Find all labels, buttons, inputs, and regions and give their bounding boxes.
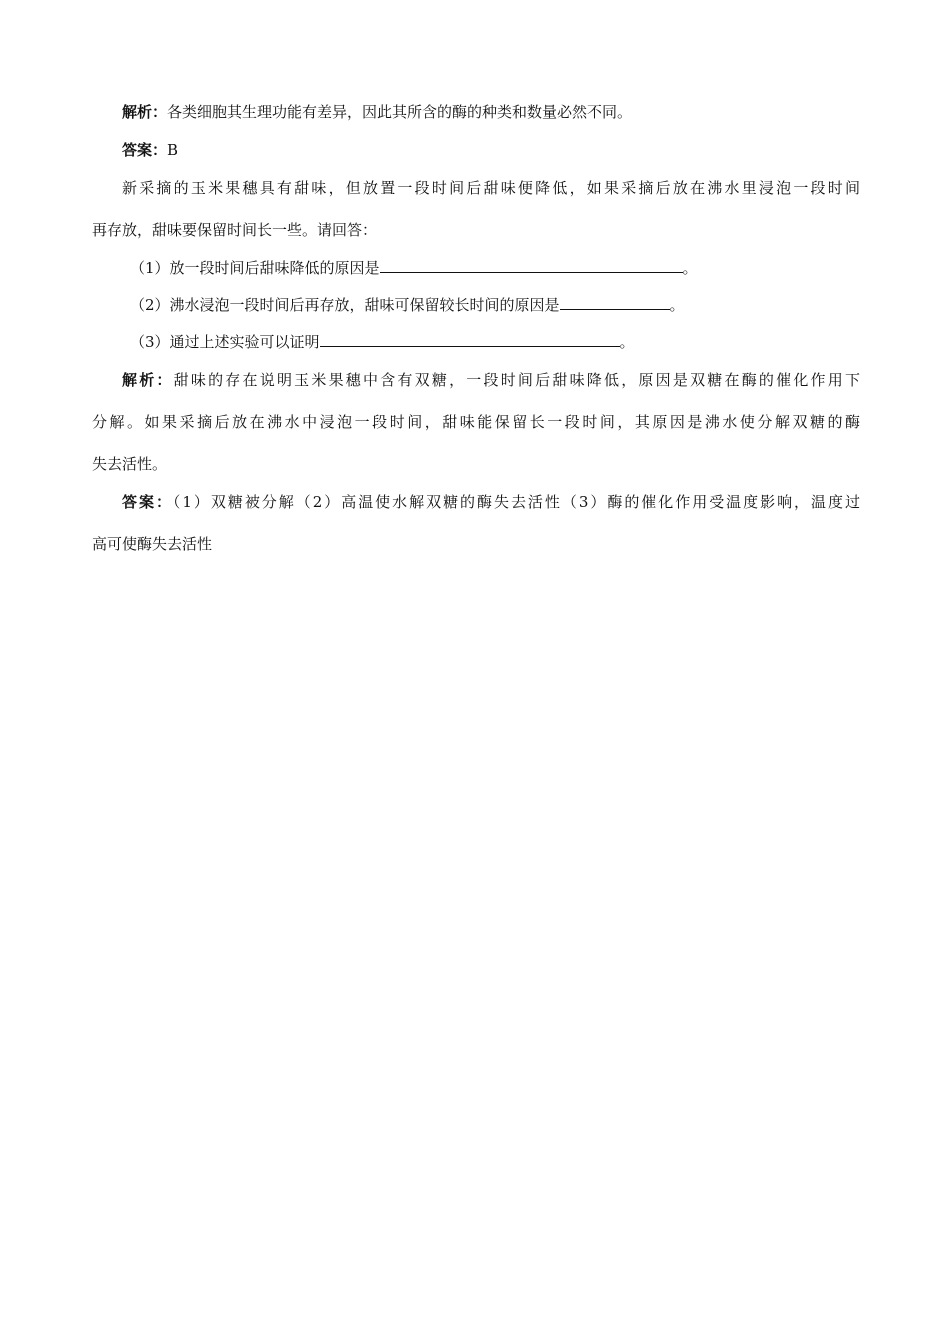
q2-subquestion-2 [130, 295, 860, 315]
q1-answer-paragraph [122, 140, 860, 160]
q2-analysis-line-1 [122, 370, 860, 390]
q2-subquestion-1 [130, 258, 860, 278]
q2-sub2-blank[interactable] [560, 295, 670, 310]
q2-sub2-text: （2）沸水浸泡一段时间后再存放，甜味可保留较长时间的原因是 [130, 296, 560, 314]
q2-sub1-end: 。 [682, 259, 698, 277]
q2-answer-line-1 [122, 492, 860, 512]
q1-answer-text: B [167, 141, 179, 159]
q2-answer-line-2: 高可使酶失去活性 [92, 535, 213, 553]
q2-analysis-line-3: 失去活性。 [92, 455, 168, 473]
q2-sub1-text: （1）放一段时间后甜味降低的原因是 [130, 259, 380, 277]
q2-answer-text-1: （1）双糖被分解（2）高温使水解双糖的酶失去活性（3）酶的催化作用受温度影响，温度过 [172, 493, 860, 511]
q2-analysis-line-2: 分解。如果采摘后放在沸水中浸泡一段时间，甜味能保留长一段时间，其原因是沸水使分解双糖的酶 [92, 413, 860, 431]
q2-sub3-end: 。 [619, 333, 635, 351]
q2-sub3-text: （3）通过上述实验可以证明 [130, 333, 320, 351]
q2-sub3-blank[interactable] [320, 332, 620, 347]
q1-analysis-text: 各类细胞其生理功能有差异，因此其所含的酶的种类和数量必然不同。 [167, 103, 633, 121]
q1-answer-label: 答案： [122, 141, 168, 159]
q2-analysis-label: 解析： [122, 371, 174, 389]
q2-answer-label: 答案： [122, 493, 173, 511]
q1-analysis-label: 解析： [122, 103, 168, 121]
q2-stem-line-2: 再存放，甜味要保留时间长一些。请回答： [92, 221, 378, 239]
q2-stem-line-1: 新采摘的玉米果穗具有甜味，但放置一段时间后甜味便降低，如果采摘后放在沸水里浸泡一段时间 [122, 179, 860, 197]
q2-subquestion-3 [130, 332, 860, 352]
q1-analysis-paragraph [122, 102, 860, 122]
q2-sub2-end: 。 [669, 296, 685, 314]
q2-sub1-blank[interactable] [380, 258, 683, 273]
q2-analysis-text-1: 甜味的存在说明玉米果穗中含有双糖，一段时间后甜味降低，原因是双糖在酶的催化作用下 [173, 371, 860, 389]
